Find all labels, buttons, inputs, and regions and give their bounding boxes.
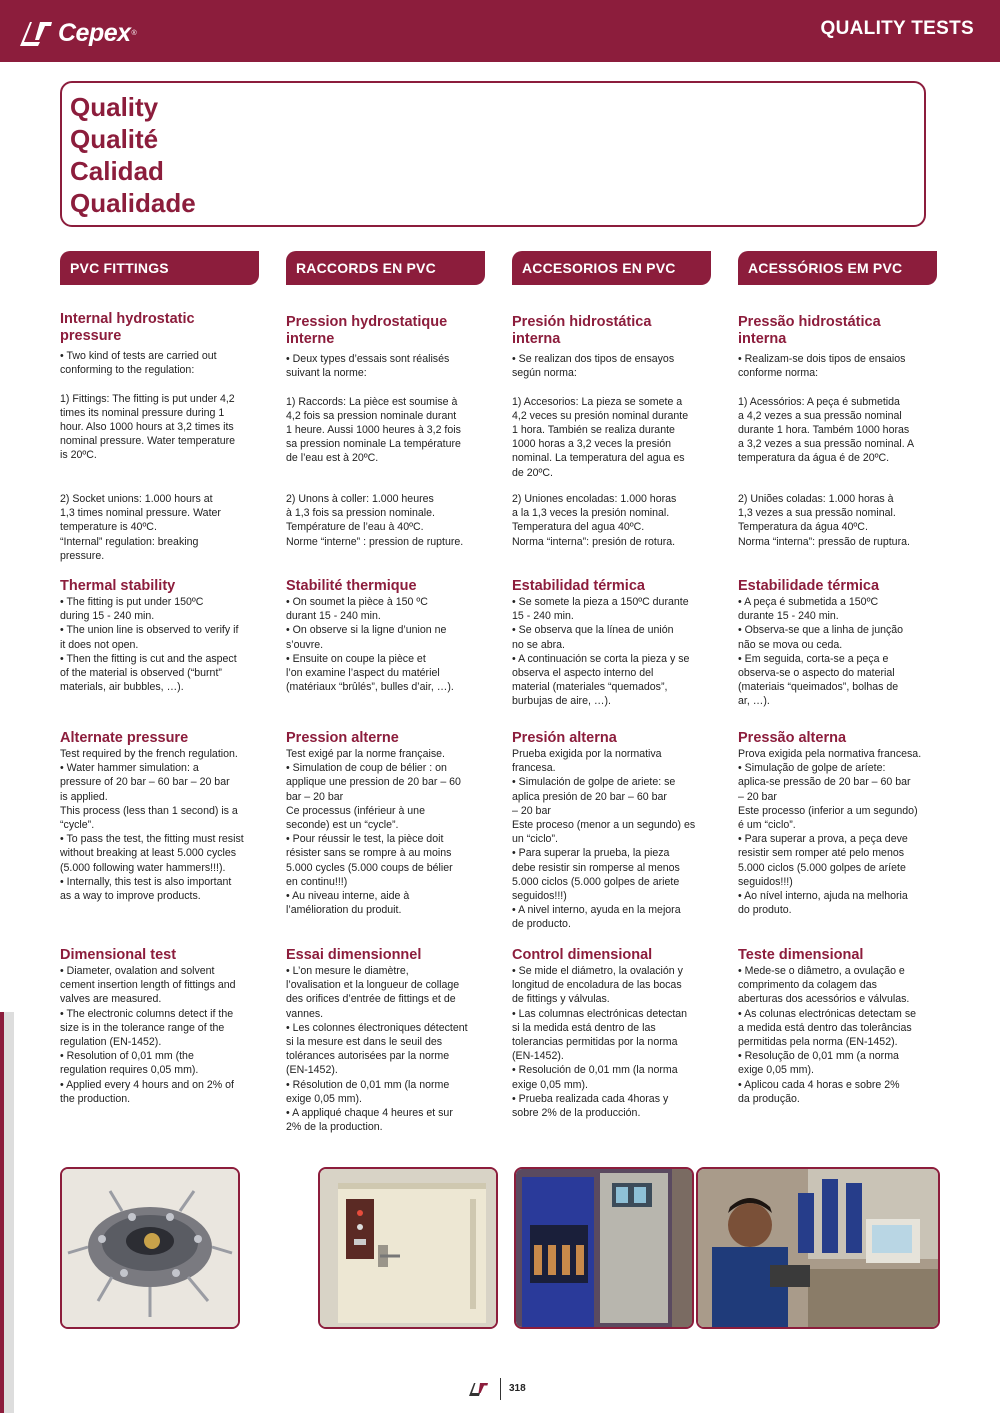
section-body: Test required by the french regulation. • Water hammer simulation: a pressure of 20 bar – 60 bar – 20 bar is applied. This process (less than 1 second) is a “cycle”. • To pass the test, the fitting must resist without breaking at least 5.000 cycles (5.000 following water hammers!!!). • Internally, this test is also important as a way to improve products. — [60, 748, 244, 903]
photo-test-cabinet — [514, 1167, 694, 1329]
section-heading: Pression alterne — [286, 730, 399, 746]
alternate-pressure-section — [286, 730, 479, 917]
dimensional-section — [738, 947, 931, 1106]
section-body: 2) Socket unions: 1.000 hours at 1,3 times nominal pressure. Water temperature is 40ºC. “Internal” regulation: breaking pressure. — [60, 493, 221, 562]
section-heading: Estabilidade térmica — [738, 578, 880, 594]
photo-oven — [318, 1167, 498, 1329]
title-portuguese: Qualidade — [70, 188, 196, 218]
section-heading: Stabilité thermique — [286, 578, 417, 594]
section-body: • Se somete la pieza a 150ºC durante 15 - 240 min. • Se observa que la línea de unión no se abra. • A continuación se corta la pieza y se observa el aspecto interno del material (materiales “quemados”, burbujas de aire, …). — [512, 596, 690, 708]
section-heading: Control dimensional — [512, 947, 653, 963]
section-body: • Realizam-se dois tipos de ensaios conforme norma: 1) Acessórios: A peça é submetida a 4,2 vezes a sua pressão nominal durante 1 hora. Também 1000 horas a 3,2 vezes a sua pressão nominal. A temperatura da água é de 20ºC. — [738, 353, 915, 465]
section-body: • A peça é submetida a 150ºC durante 15 - 240 min. • Observa-se que a linha de junção não se mova ou ceda. • Em seguida, corta-se a peça e observa-se o aspecto do material (materiais “queimados”, bolhas de ar, …). — [738, 596, 904, 708]
section-heading: Pressão alterna — [738, 730, 847, 746]
dimensional-section — [286, 947, 479, 1134]
section-body: • Two kind of tests are carried out conforming to the regulation: 1) Fittings: The fitting is put under 4,2 times its nominal pressure during 1 hour. Also 1000 hours at 3,2 times its nominal pressure. Water temperature is 20ºC. — [60, 350, 236, 462]
dimensional-section — [512, 947, 705, 1120]
footer-logo-icon — [468, 1381, 490, 1397]
brand-registered-mark: ® — [131, 29, 137, 37]
side-tab-stripe — [0, 1012, 4, 1413]
internal-pressure-unions — [512, 492, 705, 549]
thermal-stability-section — [738, 578, 931, 709]
section-body: • On soumet la pièce à 150 ºC durant 15 - 240 min. • On observe si la ligne d’union ne s’ouvre. • Ensuite on coupe la pièce et l’on examine l’aspect du matériel (matériaux “brûlés”, bulles d’air, …). — [286, 596, 454, 694]
alternate-pressure-section — [60, 730, 253, 903]
thermal-stability-section — [286, 578, 479, 694]
dimensional-section — [60, 947, 253, 1106]
page-number: 318 — [509, 1383, 526, 1394]
section-body: • Se realizan dos tipos de ensayos según norma: 1) Accesorios: La pieza se somete a 4,2 veces su presión nominal durante 1 hora. También se realiza durante 1000 horas a 3,2 veces la presión nominal. La temperatura del agua es de 20ºC. — [512, 353, 689, 479]
section-heading: Internal hydrostatic pressure — [60, 311, 195, 344]
cepex-logo-mark-icon — [18, 18, 54, 48]
internal-pressure-unions — [60, 492, 253, 563]
brand-name: Cepex — [58, 18, 131, 47]
section-body: 2) Unons à coller: 1.000 heures à 1,3 fois sa pression nominale. Température de l’eau à 40ºC. Norme “interne” : pression de rupture. — [286, 493, 464, 548]
section-title: QUALITY TESTS — [820, 18, 974, 39]
internal-pressure-section — [286, 314, 479, 466]
section-heading: Thermal stability — [60, 578, 176, 594]
section-heading: Teste dimensional — [738, 947, 864, 963]
top-banner — [0, 0, 1000, 62]
column-header-portuguese: ACESSÓRIOS EM PVC — [738, 251, 937, 285]
internal-pressure-section — [738, 314, 931, 466]
alternate-pressure-section — [738, 730, 931, 917]
photo-technician-lab — [696, 1167, 940, 1329]
internal-pressure-section — [60, 311, 253, 463]
thermal-stability-section — [512, 578, 705, 709]
quality-title-box — [60, 81, 926, 227]
section-heading: Pressão hidrostática interna — [738, 314, 881, 347]
section-heading: Presión alterna — [512, 730, 617, 746]
column-header-english: PVC FITTINGS — [60, 251, 259, 285]
section-body: Test exigé par la norme française. • Simulation de coup de bélier : on applique une pression de 20 bar – 60 bar – 20 bar Ce processus (inférieur à une seconde) est un “cycle”. • Pour réussir le test, la pièce doit résister sans se rompre à au moins 5.000 cycles (5.000 coups de bélier en continu!!!) • Au niveau interne, aide à l’amélioration du produit. — [286, 748, 461, 917]
internal-pressure-unions — [286, 492, 479, 549]
section-heading: Pression hydrostatique interne — [286, 314, 448, 347]
column-header-french: RACCORDS EN PVC — [286, 251, 485, 285]
section-body: 2) Uniões coladas: 1.000 horas à 1,3 vezes a sua pressão nominal. Temperatura da água 40ºC. Norma “interna”: pressão de ruptura. — [738, 493, 910, 548]
section-heading: Dimensional test — [60, 947, 177, 963]
title-spanish: Calidad — [70, 156, 164, 186]
section-body: • L’on mesure le diamètre, l’ovalisation et la longueur de collage des orifices d’entrée de fittings et de vannes. • Les colonnes électroniques détectent si la mesure est dans le seuil des tolérances autorisées par la norme (EN-1452). • Résolution de 0,01 mm (la norme exige 0,05 mm). • A appliqué chaque 4 heures et sur 2% de la production. — [286, 965, 468, 1134]
title-english: Quality — [70, 92, 159, 122]
section-body: Prueba exigida por la normativa francesa. • Simulación de golpe de ariete: se aplica presión de 20 bar – 60 bar – 20 bar Este proceso (menor a un segundo) es un “ciclo”. • Para superar la prueba, la pieza debe resistir sin romperse al menos 5.000 ciclos (5.000 golpes de ariete seguidos!!!) • A nivel interno, ayuda en la mejora de producto. — [512, 748, 696, 931]
photo-pressure-flange — [60, 1167, 240, 1329]
section-body: • Se mide el diámetro, la ovalación y longitud de encoladura de las bocas de fittings y válvulas. • Las columnas electrónicas detectan si la medida está dentro de las tolerancias permitidas por la norma (EN-1452). • Resolución de 0,01 mm (la norma exige 0,05 mm). • Prueba realizada cada 4horas y sobre 2% de la producción. — [512, 965, 688, 1120]
internal-pressure-section — [512, 314, 705, 480]
thermal-stability-section — [60, 578, 253, 694]
section-body: • The fitting is put under 150ºC during 15 - 240 min. • The union line is observed to verify if it does not open. • Then the fitting is cut and the aspect of the material is observed (“burnt” materials, air bubbles, …). — [60, 596, 239, 694]
footer-separator — [500, 1378, 501, 1400]
cepex-logo — [18, 16, 137, 50]
section-body: • Mede-se o diâmetro, a ovulação e comprimento da colagem das aberturas dos acessórios e válvulas. • As colunas electrónicas detectam se a medida está dentro das tolerâncias permitidas pela norma (EN-1452). • Resolução de 0,01 mm (a norma exige 0,05 mm). • Aplicou cada 4 horas e sobre 2% da produção. — [738, 965, 917, 1105]
section-body: • Deux types d’essais sont réalisés suivant la norme: 1) Raccords: La pièce est soumise à 4,2 fois sa pression nominale durant 1 heure. Aussi 1000 heures à 3,2 fois sa pression nominale La température de l’eau est à 20ºC. — [286, 353, 461, 465]
title-french: Qualité — [70, 124, 159, 154]
section-body: • Diameter, ovalation and solvent cement insertion length of fittings and valves are measured. • The electronic columns detect if the size is in the tolerance range of the regulation (EN-1452). • Resolution of 0,01 mm (the regulation requires 0,05 mm). • Applied every 4 hours and on 2% of the production. — [60, 965, 236, 1105]
column-header-spanish: ACCESORIOS EN PVC — [512, 251, 711, 285]
section-heading: Alternate pressure — [60, 730, 189, 746]
section-heading: Presión hidrostática interna — [512, 314, 652, 347]
alternate-pressure-section — [512, 730, 705, 932]
section-body: Prova exigida pela normativa francesa. • Simulação de golpe de aríete: aplica-se pressão de 20 bar – 60 bar – 20 bar Este processo (inferior a um segundo) é um “ciclo”. • Para superar a prova, a peça deve resistir sem romper até pelo menos 5.000 ciclos (5.000 golpes de aríete seguidos!!!) • Ao nível interno, ajuda na melhoria do produto. — [738, 748, 922, 917]
section-heading: Essai dimensionnel — [286, 947, 422, 963]
section-heading: Estabilidad térmica — [512, 578, 645, 594]
section-body: 2) Uniones encoladas: 1.000 horas a la 1,3 veces la presión nominal. Temperatura del agua 40ºC. Norma “interna”: presión de rotura. — [512, 493, 677, 548]
internal-pressure-unions — [738, 492, 931, 549]
